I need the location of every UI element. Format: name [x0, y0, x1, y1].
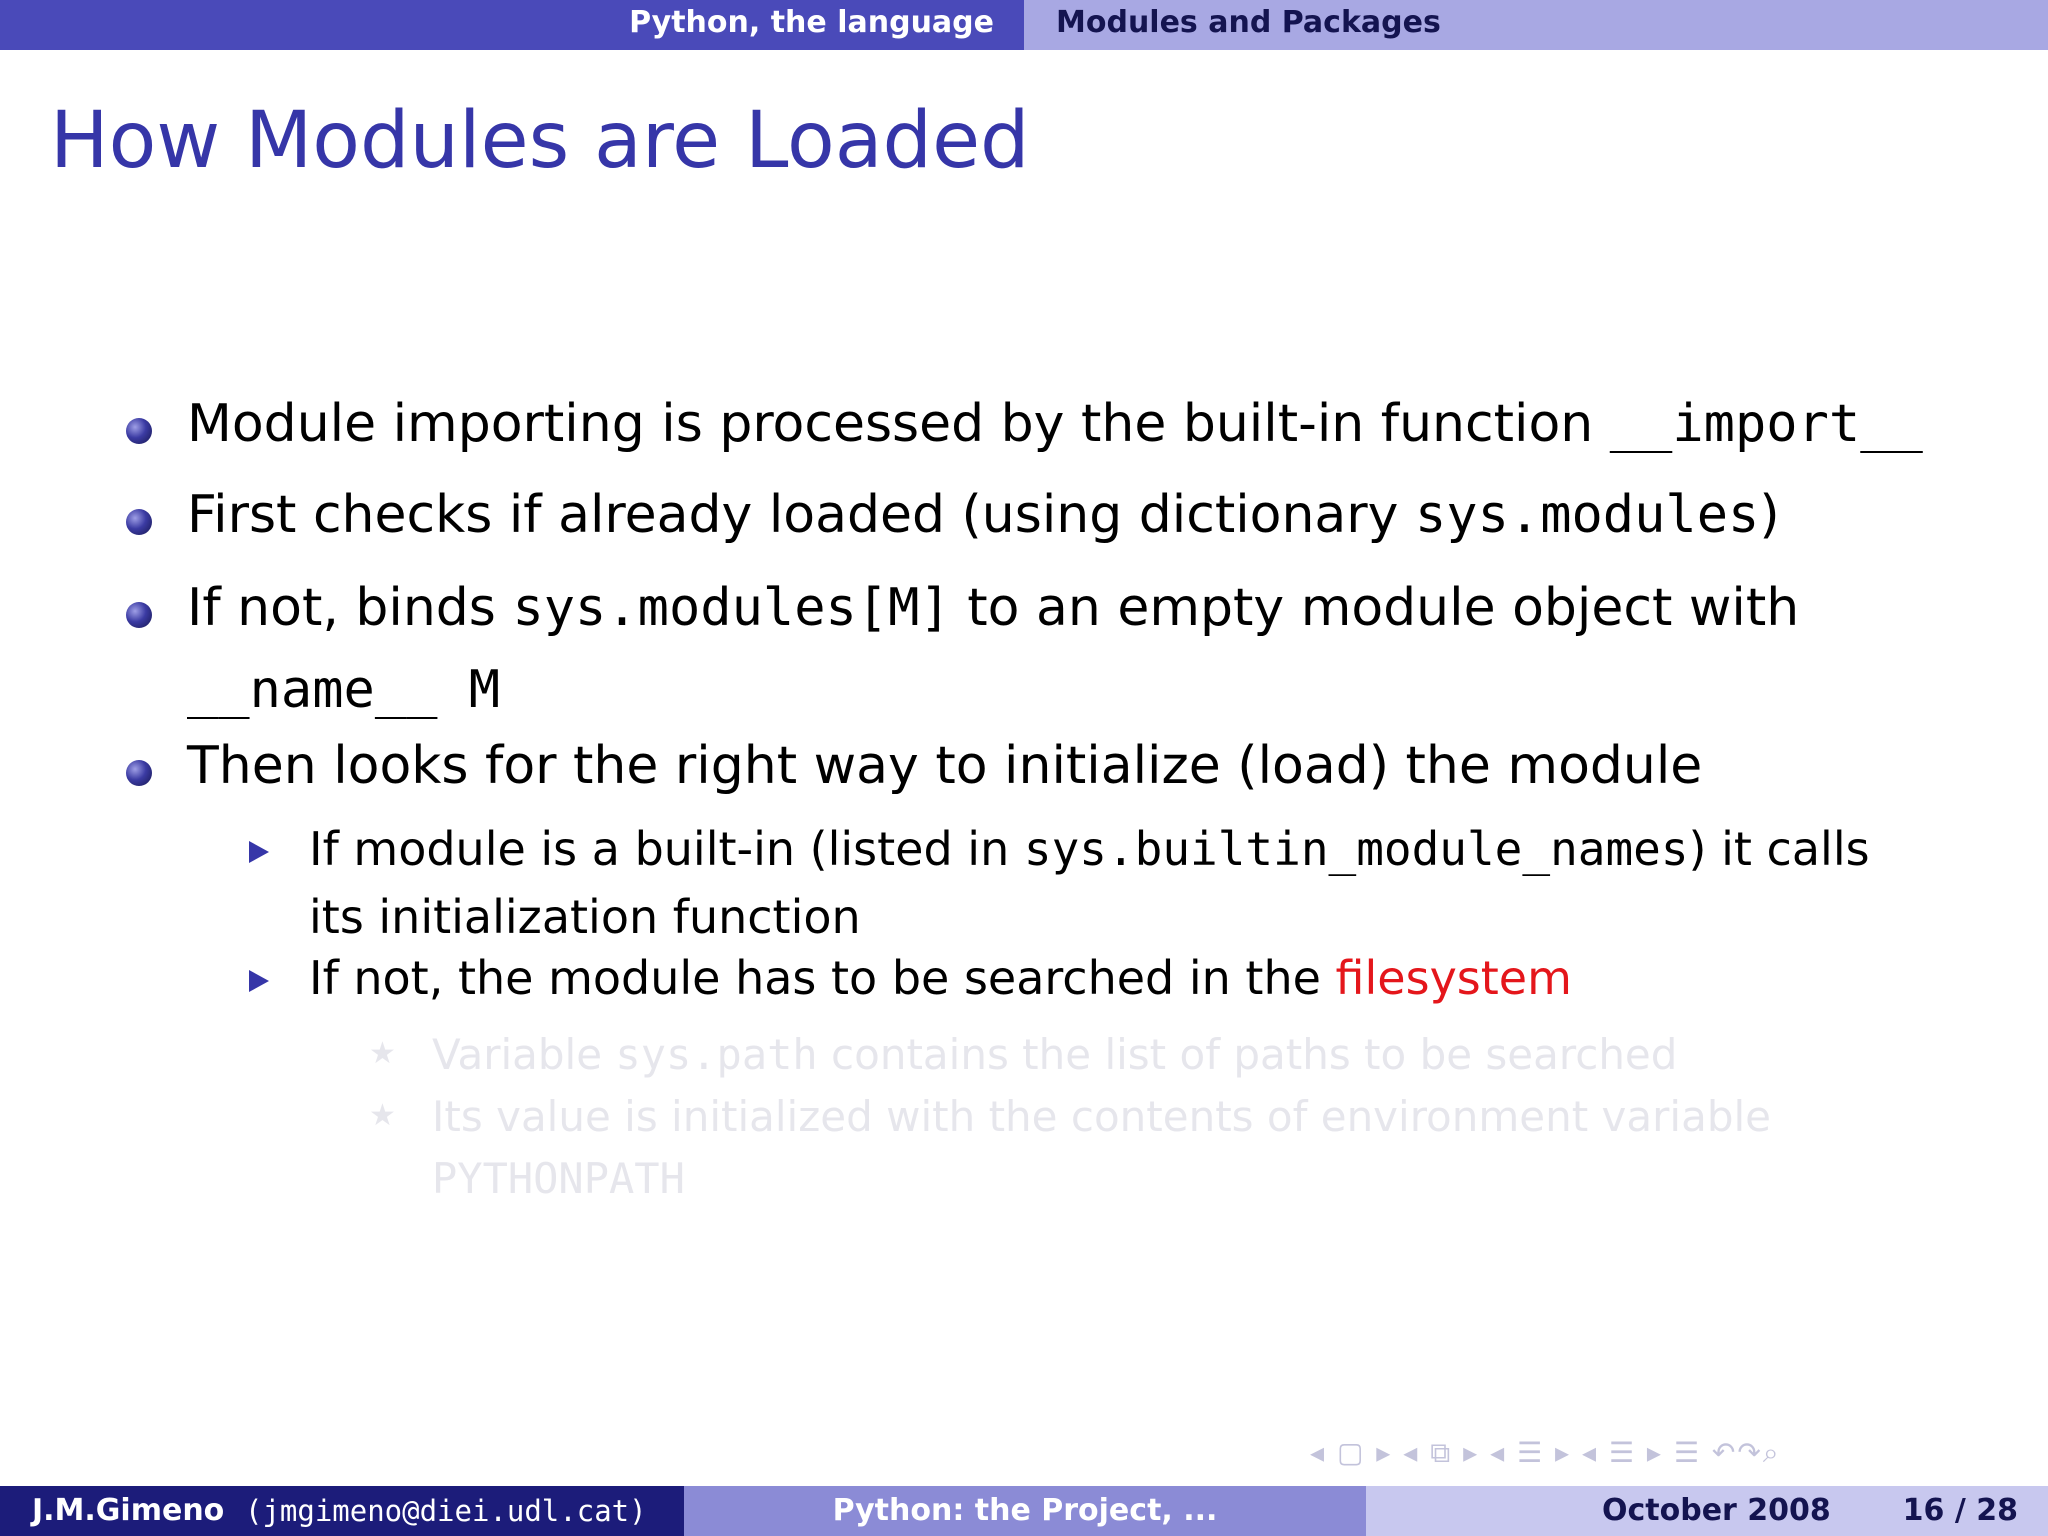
bullet-2: [187, 485, 1780, 545]
subbullet-2: [309, 951, 1572, 1005]
nav-section-python-language[interactable]: [0, 0, 1024, 50]
nav-section-right-label: Modules and Packages: [1056, 5, 1441, 40]
footer-author: J.M.Gimeno: [32, 1493, 225, 1528]
bullet-2-text: First checks if already loaded (using dictionary: [187, 485, 1415, 545]
subsubbullet-2-line-2: PYTHONPATH: [432, 1154, 685, 1203]
bullet-4: Then looks for the right way to initialize (load) the module: [187, 736, 1703, 796]
bullet-3-line-2: __name__ M: [187, 660, 501, 720]
subsubbullet-1: [432, 1030, 1677, 1079]
subbullet-1-text-end: ) it calls: [1688, 822, 1870, 876]
bullet-1-code: __import__: [1609, 394, 1923, 454]
nav-section-left-label: Python, the language: [629, 5, 994, 40]
subbullet-2-highlight: filesystem: [1335, 951, 1572, 1005]
footer-date-section: [1366, 1486, 2048, 1536]
bullet-3-code: sys.modules[M]: [512, 578, 951, 638]
subsubbullet-2: Its value is initialized with the contents of environment variable: [432, 1092, 1771, 1141]
subbullet-1: [309, 822, 1870, 876]
subbullet-triangle-icon: [249, 841, 269, 863]
subsubbullet-1-text: Variable: [432, 1030, 616, 1079]
bullet-3-text-end: to an empty module object with: [950, 578, 1800, 638]
subbullet-triangle-icon: [249, 970, 269, 992]
bullet-ball-icon: [126, 602, 152, 628]
subbullet-2-text: If not, the module has to be searched in the: [309, 951, 1336, 1005]
subsubbullet-1-text-end: contains the list of paths to be searched: [817, 1030, 1678, 1079]
bullet-ball-icon: [126, 509, 152, 535]
bullet-ball-icon: [126, 418, 152, 444]
subbullet-1-text: If module is a built-in (listed in: [309, 822, 1024, 876]
footer-title-section: [684, 1486, 1366, 1536]
star-bullet-icon: ★: [369, 1098, 396, 1133]
nav-section-modules-packages[interactable]: [1024, 0, 2048, 50]
footer-bar: [0, 1486, 2048, 1536]
bullet-ball-icon: [126, 760, 152, 786]
subbullet-1-line-2: its initialization function: [309, 890, 861, 944]
footer-email: (jmgimeno@diei.udl.cat): [245, 1494, 647, 1528]
top-navigation-bar: [0, 0, 2048, 50]
subbullet-1-code: sys.builtin_module_names: [1023, 822, 1689, 876]
bullet-1-text: Module importing is processed by the built-in function: [187, 394, 1610, 454]
footer-title: Python: the Project, ...: [832, 1493, 1218, 1528]
bullet-3: [187, 578, 1799, 638]
footer-page-number: 16 / 28: [1902, 1493, 2018, 1528]
slide-title: How Modules are Loaded: [50, 96, 1030, 186]
beamer-navigation-icons[interactable]: ◂ ▢ ▸ ◂ ⧉ ▸ ◂ ☰ ▸ ◂ ☰ ▸ ☰ ↶↷⌕: [1310, 1436, 1781, 1469]
footer-date: October 2008: [1602, 1493, 1831, 1528]
bullet-3-text: If not, binds: [187, 578, 513, 638]
bullet-2-code: sys.modules: [1414, 485, 1760, 545]
bullet-1: [187, 394, 1923, 454]
subsubbullet-1-code: sys.path: [615, 1030, 818, 1079]
bullet-2-text-end: ): [1759, 485, 1780, 545]
footer-author-section: [0, 1486, 684, 1536]
star-bullet-icon: ★: [369, 1036, 396, 1071]
